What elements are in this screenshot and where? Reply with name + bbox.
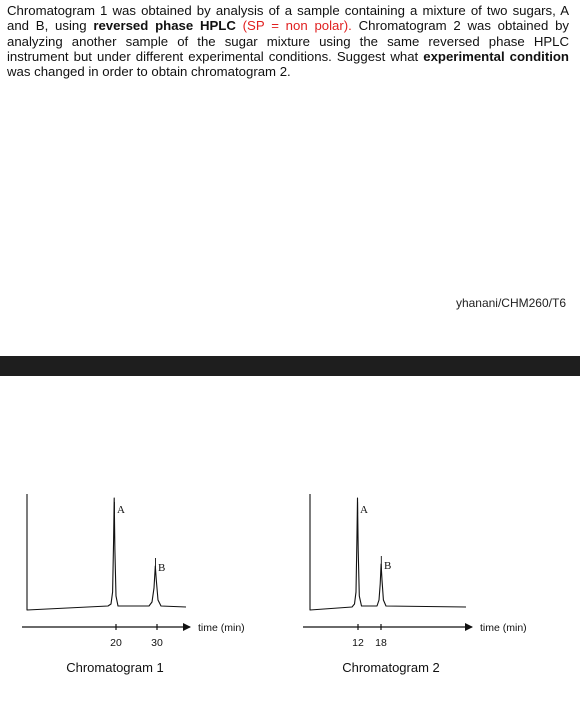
chromatogram-2-caption: Chromatogram 2: [342, 660, 440, 675]
chromatograms-figure: [0, 480, 580, 704]
chromatogram-2-peak-b-label: B: [384, 560, 392, 572]
author-credit: yhanani/CHM260/T6: [455, 296, 566, 310]
chromatogram-1-caption: Chromatogram 1: [66, 660, 164, 675]
question-part-3: was changed in order to obtain chromatogram 2.: [7, 64, 291, 80]
chromatogram-2: [303, 494, 527, 675]
question-part-1: Chromatogram 1 was obtained by analysis of a sample containing a mixture of two sugars, A and B, using: [7, 3, 569, 34]
chromatogram-2-trace: [310, 494, 466, 610]
chromatogram-2-axis-unit: time (min): [480, 622, 527, 634]
chromatogram-1: [22, 494, 245, 675]
question-bold-reversed-phase: reversed phase HPLC: [93, 18, 236, 34]
chromatogram-2-tick-label: 18: [375, 637, 387, 649]
chromatogram-1-tick-label: 30: [151, 637, 163, 649]
question-text: [7, 3, 569, 79]
slide-divider-bar: [0, 356, 580, 376]
chromatogram-2-peak-a-label: A: [360, 504, 368, 516]
question-bold-condition: experimental condition: [423, 48, 569, 64]
chromatogram-1-peak-a-label: A: [117, 504, 125, 516]
chromatogram-2-tick-label: 12: [352, 637, 364, 649]
chromatogram-1-trace: [27, 494, 186, 610]
question-part-2: Chromatogram 2 was obtained by analyzing another sample of the sugar mixture using the same reversed phase HPLC instrument but under different experimental conditions. Suggest what: [7, 18, 569, 64]
chromatogram-1-peak-b-label: B: [158, 562, 166, 574]
question-stationary-phase-note: (SP = non polar).: [235, 18, 352, 34]
chromatogram-1-tick-label: 20: [110, 637, 122, 649]
chromatogram-1-axis-unit: time (min): [198, 622, 245, 634]
